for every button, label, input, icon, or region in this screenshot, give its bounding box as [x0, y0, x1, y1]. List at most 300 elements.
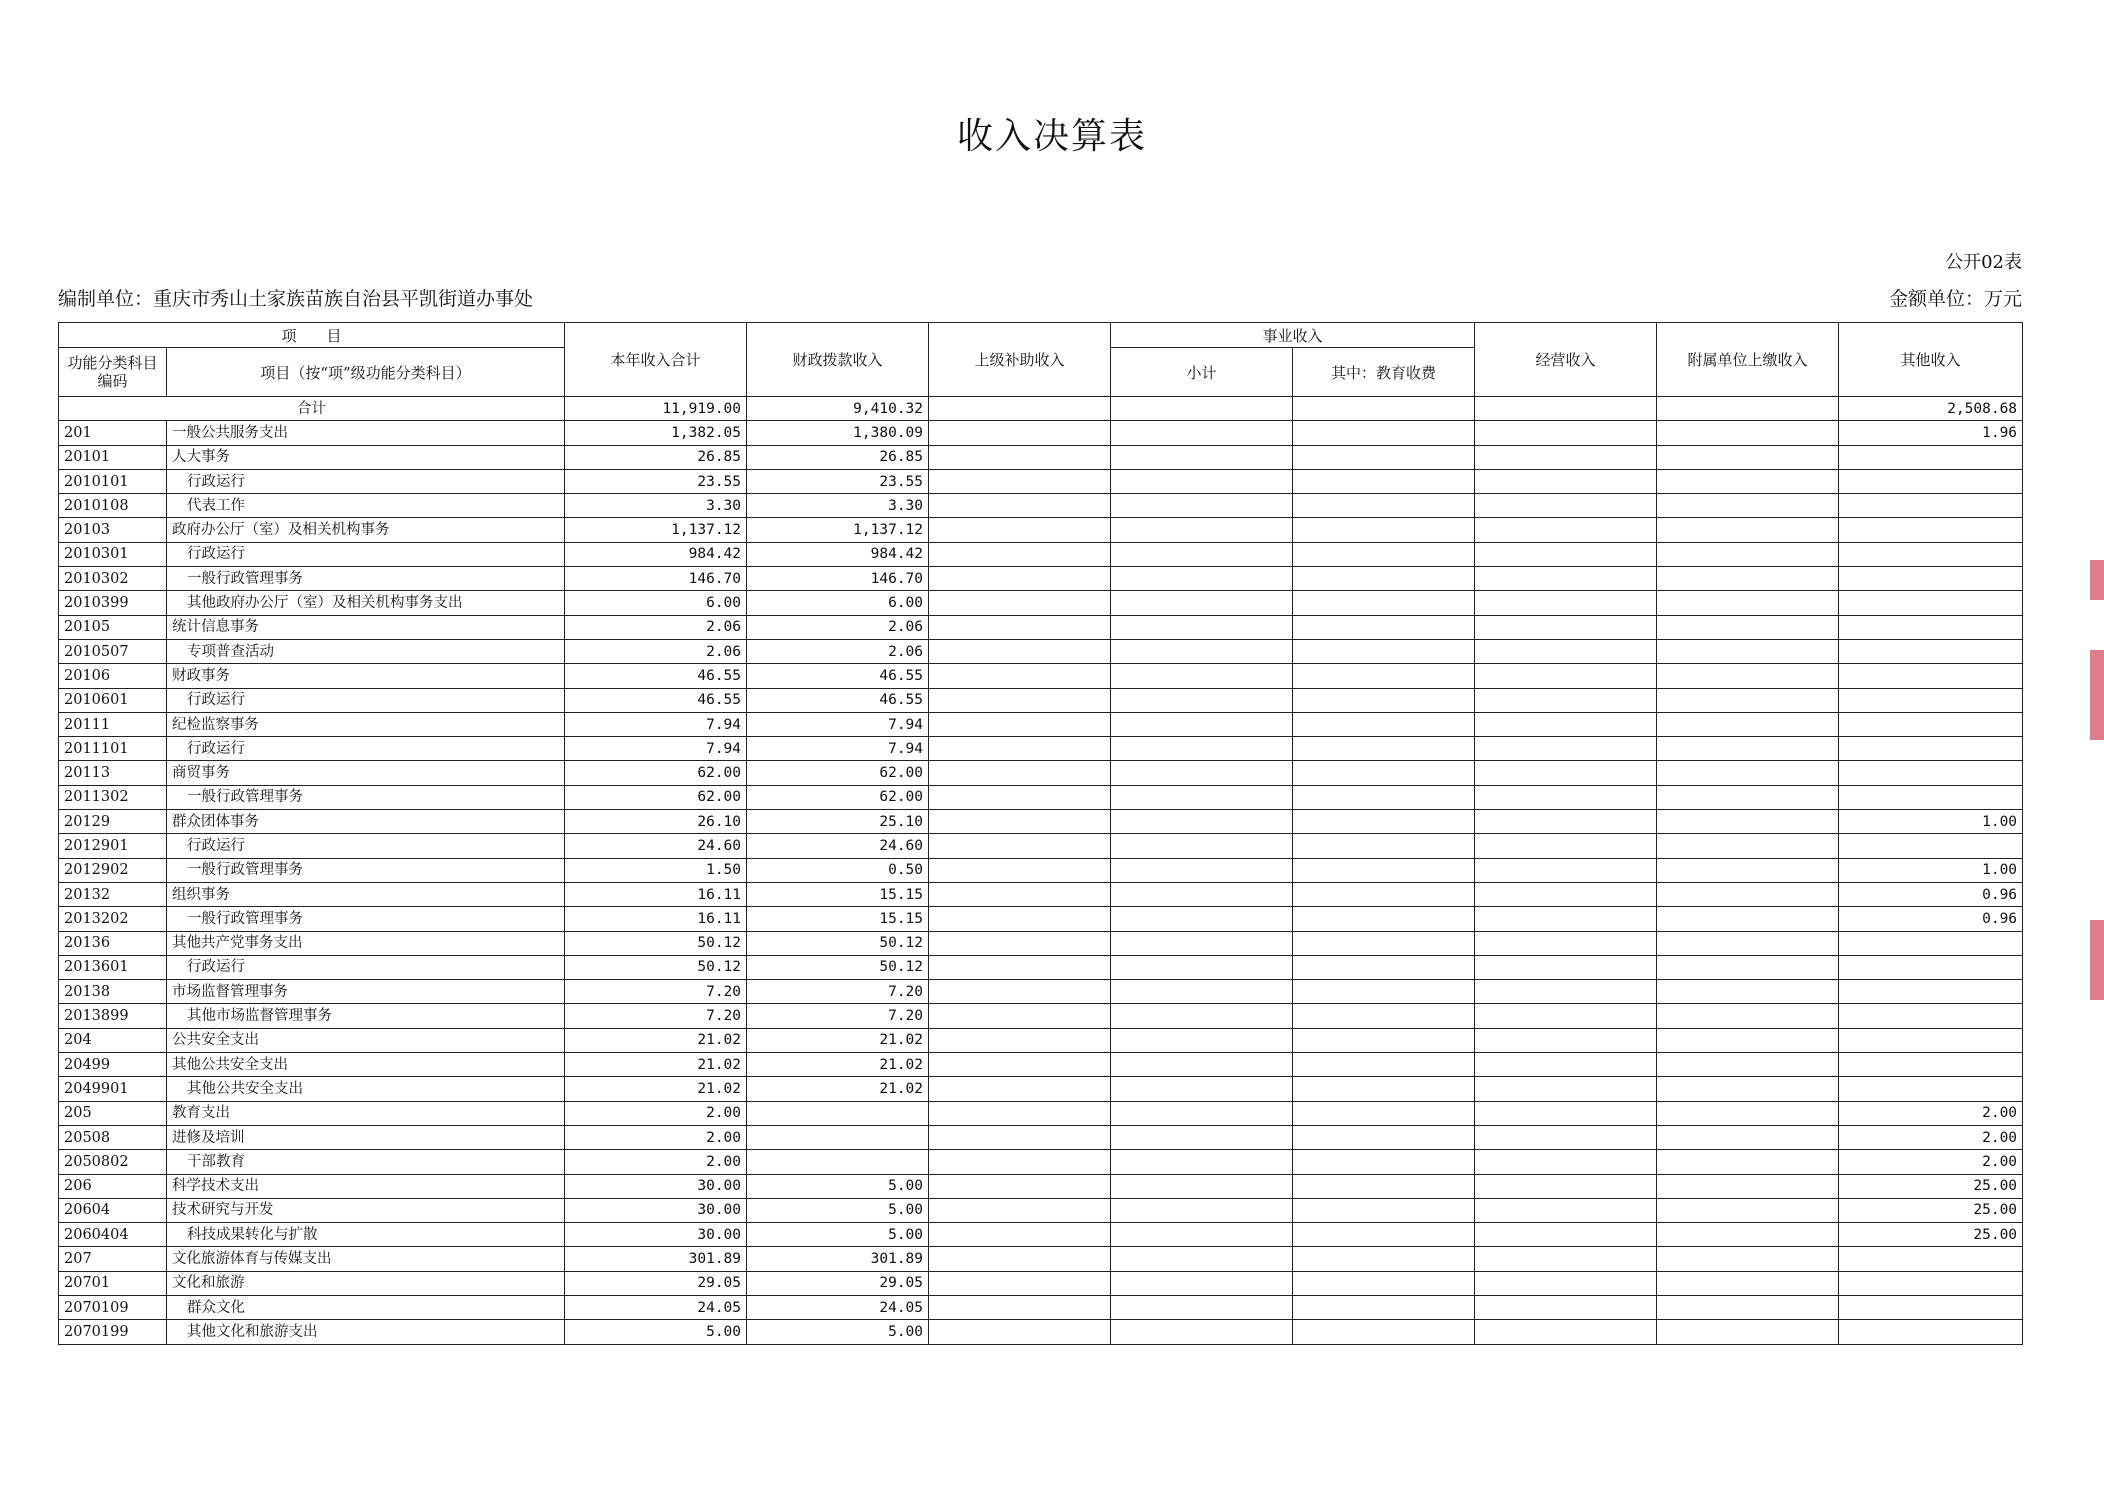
table-row: [59, 518, 2023, 542]
cell-code: 2012902: [59, 858, 167, 882]
cell-superior: [929, 469, 1111, 493]
cell-total: 21.02: [565, 1053, 747, 1077]
cell-other: [1839, 1004, 2023, 1028]
cell-name: 群众团体事务: [167, 810, 565, 834]
cell-subtotal: [1111, 761, 1293, 785]
cell-superior: [929, 1053, 1111, 1077]
header-other: 其他收入: [1839, 323, 2023, 397]
table-row: [59, 1101, 2023, 1125]
cell-affiliate: [1657, 469, 1839, 493]
cell-operating: [1475, 1077, 1657, 1101]
cell-total: 30.00: [565, 1198, 747, 1222]
cell-code: 20113: [59, 761, 167, 785]
cell-subtotal: [1111, 494, 1293, 518]
cell-superior: [929, 1004, 1111, 1028]
cell-fiscal: 21.02: [747, 1028, 929, 1052]
cell-name: 行政运行: [167, 542, 565, 566]
cell-other: [1839, 955, 2023, 979]
cell-education: [1293, 955, 1475, 979]
cell-code: 2010601: [59, 688, 167, 712]
cell-code: 2070199: [59, 1320, 167, 1344]
cell-total: 16.11: [565, 907, 747, 931]
cell-subtotal: [1111, 1271, 1293, 1295]
cell-education: [1293, 882, 1475, 906]
cell-other: 25.00: [1839, 1223, 2023, 1247]
cell-subtotal: [1111, 1223, 1293, 1247]
cell-total: 5.00: [565, 1320, 747, 1344]
cell-education: [1293, 1320, 1475, 1344]
cell-code: 20105: [59, 615, 167, 639]
cell-other: [1839, 494, 2023, 518]
cell-total: 1.50: [565, 858, 747, 882]
cell-education: [1293, 542, 1475, 566]
cell-operating: [1475, 1295, 1657, 1319]
cell-education: [1293, 1223, 1475, 1247]
cell-subtotal: [1111, 1320, 1293, 1344]
cell-code: 2010301: [59, 542, 167, 566]
cell-other: [1839, 445, 2023, 469]
cell-code: 207: [59, 1247, 167, 1271]
cell-education: [1293, 494, 1475, 518]
cell-name: 专项普查活动: [167, 639, 565, 663]
cell-other: 1.00: [1839, 810, 2023, 834]
cell-subtotal: [1111, 785, 1293, 809]
cell-code: 20499: [59, 1053, 167, 1077]
cell-name: 其他公共安全支出: [167, 1053, 565, 1077]
cell-operating: [1475, 785, 1657, 809]
cell-total: 7.94: [565, 737, 747, 761]
cell-subtotal: [1111, 810, 1293, 834]
total-label: 合计: [59, 397, 565, 421]
cell-superior: [929, 1223, 1111, 1247]
cell-total: 46.55: [565, 688, 747, 712]
header-subtotal: 小计: [1111, 348, 1293, 397]
cell-superior: [929, 591, 1111, 615]
cell-affiliate: [1657, 421, 1839, 445]
cell-operating: [1475, 1150, 1657, 1174]
cell-subtotal: [1111, 639, 1293, 663]
cell-superior: [929, 639, 1111, 663]
cell-affiliate: [1657, 1320, 1839, 1344]
cell-fiscal: 24.60: [747, 834, 929, 858]
cell-superior: [929, 1125, 1111, 1149]
cell-total: 46.55: [565, 664, 747, 688]
cell-total: 23.55: [565, 469, 747, 493]
cell-name: 代表工作: [167, 494, 565, 518]
cell-subtotal: [1111, 858, 1293, 882]
cell-subtotal: [1111, 1198, 1293, 1222]
page-title: 收入决算表: [956, 116, 1147, 157]
cell-fiscal: 984.42: [747, 542, 929, 566]
cell-education: [1293, 1077, 1475, 1101]
cell-subtotal: [1111, 712, 1293, 736]
cell-fiscal: 6.00: [747, 591, 929, 615]
cell-total: 26.85: [565, 445, 747, 469]
cell-education: [1293, 591, 1475, 615]
cell-fiscal: 24.05: [747, 1295, 929, 1319]
cell-total: 50.12: [565, 955, 747, 979]
cell-other: 1.96: [1839, 421, 2023, 445]
total-superior: [929, 397, 1111, 421]
table-row: [59, 712, 2023, 736]
cell-fiscal: [747, 1125, 929, 1149]
cell-subtotal: [1111, 591, 1293, 615]
red-stamp-edge: [2090, 560, 2104, 600]
cell-subtotal: [1111, 421, 1293, 445]
header-operating: 经营收入: [1475, 323, 1657, 397]
cell-operating: [1475, 1223, 1657, 1247]
table-row: [59, 1077, 2023, 1101]
cell-fiscal: 23.55: [747, 469, 929, 493]
total-fiscal: 9,410.32: [747, 397, 929, 421]
cell-operating: [1475, 1174, 1657, 1198]
cell-name: 商贸事务: [167, 761, 565, 785]
cell-other: [1839, 1271, 2023, 1295]
cell-subtotal: [1111, 1125, 1293, 1149]
cell-operating: [1475, 980, 1657, 1004]
cell-code: 2070109: [59, 1295, 167, 1319]
cell-total: 2.06: [565, 639, 747, 663]
table-row: [59, 469, 2023, 493]
table-row: [59, 737, 2023, 761]
cell-code: 20101: [59, 445, 167, 469]
table-row: [59, 1174, 2023, 1198]
cell-superior: [929, 1320, 1111, 1344]
cell-code: 2011101: [59, 737, 167, 761]
table-row: [59, 567, 2023, 591]
header-fiscal: 财政拨款收入: [747, 323, 929, 397]
cell-superior: [929, 980, 1111, 1004]
cell-code: 2012901: [59, 834, 167, 858]
cell-affiliate: [1657, 542, 1839, 566]
cell-other: [1839, 931, 2023, 955]
cell-fiscal: 62.00: [747, 761, 929, 785]
cell-education: [1293, 907, 1475, 931]
cell-other: [1839, 1247, 2023, 1271]
cell-superior: [929, 1198, 1111, 1222]
cell-fiscal: 50.12: [747, 931, 929, 955]
cell-affiliate: [1657, 615, 1839, 639]
cell-name: 统计信息事务: [167, 615, 565, 639]
cell-fiscal: 0.50: [747, 858, 929, 882]
cell-superior: [929, 1174, 1111, 1198]
cell-code: 204: [59, 1028, 167, 1052]
cell-code: 201: [59, 421, 167, 445]
cell-total: 984.42: [565, 542, 747, 566]
header-code: 功能分类科目编码: [59, 348, 167, 397]
cell-operating: [1475, 494, 1657, 518]
cell-other: 0.96: [1839, 907, 2023, 931]
cell-other: 1.00: [1839, 858, 2023, 882]
cell-other: [1839, 712, 2023, 736]
cell-education: [1293, 1174, 1475, 1198]
cell-education: [1293, 469, 1475, 493]
cell-code: 20106: [59, 664, 167, 688]
cell-total: 16.11: [565, 882, 747, 906]
cell-total: 7.20: [565, 980, 747, 1004]
cell-superior: [929, 931, 1111, 955]
cell-superior: [929, 810, 1111, 834]
cell-other: [1839, 1077, 2023, 1101]
cell-operating: [1475, 518, 1657, 542]
red-stamp-edge: [2090, 920, 2104, 1000]
cell-fiscal: 5.00: [747, 1320, 929, 1344]
cell-other: [1839, 567, 2023, 591]
cell-other: [1839, 980, 2023, 1004]
cell-other: 2.00: [1839, 1125, 2023, 1149]
cell-fiscal: 1,380.09: [747, 421, 929, 445]
table-header: [59, 323, 2023, 397]
table-row: [59, 664, 2023, 688]
cell-code: 2010302: [59, 567, 167, 591]
table-row: [59, 1295, 2023, 1319]
cell-superior: [929, 712, 1111, 736]
cell-code: 2050802: [59, 1150, 167, 1174]
table-row: [59, 639, 2023, 663]
cell-name: 行政运行: [167, 955, 565, 979]
table-row: [59, 688, 2023, 712]
cell-total: 6.00: [565, 591, 747, 615]
table-row: [59, 1247, 2023, 1271]
cell-subtotal: [1111, 1077, 1293, 1101]
cell-name: 纪检监察事务: [167, 712, 565, 736]
cell-education: [1293, 615, 1475, 639]
header-affiliate: 附属单位上缴收入: [1657, 323, 1839, 397]
cell-name: 一般行政管理事务: [167, 858, 565, 882]
cell-operating: [1475, 542, 1657, 566]
cell-code: 20604: [59, 1198, 167, 1222]
cell-subtotal: [1111, 834, 1293, 858]
cell-operating: [1475, 955, 1657, 979]
cell-total: 2.00: [565, 1125, 747, 1149]
cell-operating: [1475, 664, 1657, 688]
cell-fiscal: 2.06: [747, 639, 929, 663]
total-row: [59, 397, 2023, 421]
cell-code: 2010507: [59, 639, 167, 663]
cell-total: 1,137.12: [565, 518, 747, 542]
cell-other: [1839, 542, 2023, 566]
cell-other: [1839, 737, 2023, 761]
cell-subtotal: [1111, 955, 1293, 979]
cell-code: 2013601: [59, 955, 167, 979]
cell-total: 1,382.05: [565, 421, 747, 445]
cell-education: [1293, 858, 1475, 882]
cell-fiscal: 5.00: [747, 1174, 929, 1198]
cell-subtotal: [1111, 907, 1293, 931]
cell-name: 一般行政管理事务: [167, 567, 565, 591]
cell-fiscal: 5.00: [747, 1223, 929, 1247]
cell-total: 62.00: [565, 761, 747, 785]
cell-other: 0.96: [1839, 882, 2023, 906]
cell-name: 财政事务: [167, 664, 565, 688]
table-row: [59, 615, 2023, 639]
cell-affiliate: [1657, 1150, 1839, 1174]
cell-name: 其他共产党事务支出: [167, 931, 565, 955]
cell-fiscal: 15.15: [747, 882, 929, 906]
cell-subtotal: [1111, 469, 1293, 493]
table-row: [59, 591, 2023, 615]
cell-name: 进修及培训: [167, 1125, 565, 1149]
cell-fiscal: 7.20: [747, 980, 929, 1004]
cell-affiliate: [1657, 712, 1839, 736]
cell-total: 146.70: [565, 567, 747, 591]
cell-superior: [929, 567, 1111, 591]
cell-code: 2060404: [59, 1223, 167, 1247]
cell-other: [1839, 785, 2023, 809]
cell-subtotal: [1111, 615, 1293, 639]
cell-total: 24.60: [565, 834, 747, 858]
cell-name: 其他文化和旅游支出: [167, 1320, 565, 1344]
cell-name: 一般行政管理事务: [167, 907, 565, 931]
cell-name: 群众文化: [167, 1295, 565, 1319]
cell-code: 20701: [59, 1271, 167, 1295]
table-row: [59, 907, 2023, 931]
cell-operating: [1475, 1125, 1657, 1149]
cell-education: [1293, 1198, 1475, 1222]
cell-education: [1293, 761, 1475, 785]
cell-operating: [1475, 834, 1657, 858]
cell-code: 20136: [59, 931, 167, 955]
cell-other: [1839, 1320, 2023, 1344]
cell-total: 301.89: [565, 1247, 747, 1271]
cell-affiliate: [1657, 785, 1839, 809]
cell-subtotal: [1111, 445, 1293, 469]
cell-other: [1839, 1028, 2023, 1052]
cell-code: 20103: [59, 518, 167, 542]
cell-education: [1293, 1101, 1475, 1125]
cell-fiscal: [747, 1101, 929, 1125]
cell-education: [1293, 834, 1475, 858]
cell-affiliate: [1657, 907, 1839, 931]
cell-name: 干部教育: [167, 1150, 565, 1174]
cell-education: [1293, 567, 1475, 591]
table-row: [59, 761, 2023, 785]
cell-operating: [1475, 1247, 1657, 1271]
table-row: [59, 1320, 2023, 1344]
table-row: [59, 810, 2023, 834]
cell-name: 文化旅游体育与传媒支出: [167, 1247, 565, 1271]
cell-operating: [1475, 688, 1657, 712]
table-row: [59, 1004, 2023, 1028]
total-operating: [1475, 397, 1657, 421]
cell-education: [1293, 639, 1475, 663]
cell-operating: [1475, 712, 1657, 736]
table-row: [59, 1125, 2023, 1149]
cell-fiscal: 62.00: [747, 785, 929, 809]
cell-name: 科学技术支出: [167, 1174, 565, 1198]
cell-superior: [929, 1247, 1111, 1271]
cell-name: 公共安全支出: [167, 1028, 565, 1052]
table-row: [59, 980, 2023, 1004]
cell-operating: [1475, 882, 1657, 906]
total-subtotal: [1111, 397, 1293, 421]
cell-superior: [929, 785, 1111, 809]
cell-subtotal: [1111, 1150, 1293, 1174]
cell-other: 25.00: [1839, 1174, 2023, 1198]
cell-affiliate: [1657, 931, 1839, 955]
form-number: 公开02表: [1945, 252, 2022, 273]
cell-name: 其他公共安全支出: [167, 1077, 565, 1101]
cell-affiliate: [1657, 858, 1839, 882]
cell-affiliate: [1657, 1101, 1839, 1125]
cell-other: 2.00: [1839, 1150, 2023, 1174]
cell-fiscal: 5.00: [747, 1198, 929, 1222]
cell-total: 3.30: [565, 494, 747, 518]
cell-superior: [929, 761, 1111, 785]
cell-subtotal: [1111, 567, 1293, 591]
cell-operating: [1475, 469, 1657, 493]
cell-affiliate: [1657, 639, 1839, 663]
cell-total: 21.02: [565, 1028, 747, 1052]
cell-name: 市场监督管理事务: [167, 980, 565, 1004]
cell-education: [1293, 1053, 1475, 1077]
cell-fiscal: 25.10: [747, 810, 929, 834]
cell-total: 2.06: [565, 615, 747, 639]
table-row: [59, 834, 2023, 858]
cell-other: [1839, 1053, 2023, 1077]
cell-fiscal: 50.12: [747, 955, 929, 979]
table-row: [59, 542, 2023, 566]
table-row: [59, 1198, 2023, 1222]
cell-other: [1839, 688, 2023, 712]
cell-education: [1293, 737, 1475, 761]
cell-education: [1293, 810, 1475, 834]
cell-superior: [929, 494, 1111, 518]
table-row: [59, 931, 2023, 955]
cell-superior: [929, 445, 1111, 469]
cell-affiliate: [1657, 1028, 1839, 1052]
cell-superior: [929, 858, 1111, 882]
cell-superior: [929, 688, 1111, 712]
cell-name: 行政运行: [167, 469, 565, 493]
cell-name: 其他市场监督管理事务: [167, 1004, 565, 1028]
cell-fiscal: 2.06: [747, 615, 929, 639]
cell-fiscal: 146.70: [747, 567, 929, 591]
table-row: [59, 494, 2023, 518]
cell-subtotal: [1111, 688, 1293, 712]
cell-affiliate: [1657, 1247, 1839, 1271]
cell-code: 20111: [59, 712, 167, 736]
header-education: 其中：教育收费: [1293, 348, 1475, 397]
cell-total: 2.00: [565, 1150, 747, 1174]
total-education: [1293, 397, 1475, 421]
cell-code: 2010101: [59, 469, 167, 493]
cell-fiscal: 7.94: [747, 712, 929, 736]
cell-superior: [929, 542, 1111, 566]
cell-affiliate: [1657, 761, 1839, 785]
cell-operating: [1475, 1198, 1657, 1222]
cell-code: 20129: [59, 810, 167, 834]
cell-superior: [929, 882, 1111, 906]
cell-name: 科技成果转化与扩散: [167, 1223, 565, 1247]
cell-total: 2.00: [565, 1101, 747, 1125]
table-row: [59, 858, 2023, 882]
cell-subtotal: [1111, 980, 1293, 1004]
cell-name: 行政运行: [167, 737, 565, 761]
cell-fiscal: 21.02: [747, 1077, 929, 1101]
cell-total: 30.00: [565, 1174, 747, 1198]
cell-superior: [929, 907, 1111, 931]
cell-fiscal: 15.15: [747, 907, 929, 931]
cell-subtotal: [1111, 737, 1293, 761]
cell-total: 62.00: [565, 785, 747, 809]
cell-other: [1839, 639, 2023, 663]
cell-affiliate: [1657, 1174, 1839, 1198]
cell-operating: [1475, 737, 1657, 761]
cell-other: [1839, 615, 2023, 639]
cell-total: 7.94: [565, 712, 747, 736]
cell-affiliate: [1657, 737, 1839, 761]
